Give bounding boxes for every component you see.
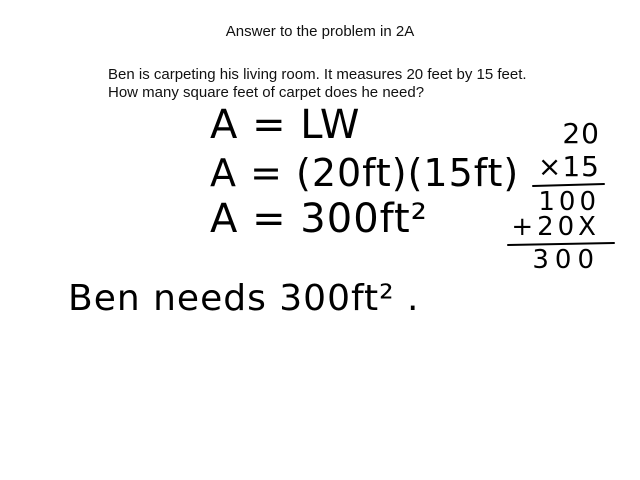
multiplication-partial-product-2: +20X bbox=[511, 212, 600, 242]
multiplication-top-number: 20 bbox=[562, 117, 600, 150]
area-result: A = 300ft² bbox=[210, 196, 428, 242]
problem-line-2: How many square feet of carpet does he need? bbox=[108, 84, 425, 101]
area-formula: A = LW bbox=[210, 102, 361, 148]
page-title: Answer to the problem in 2A bbox=[225, 23, 415, 40]
multiplication-partial-product-1: 100 bbox=[538, 187, 600, 217]
answer-sentence: Ben needs 300ft² . bbox=[68, 278, 420, 319]
multiplication-rule-line-1 bbox=[533, 184, 604, 186]
multiplication-multiplier: ×15 bbox=[537, 150, 600, 183]
area-substitution: A = (20ft)(15ft) bbox=[210, 151, 520, 195]
problem-line-1: Ben is carpeting his living room. It measures 20 feet by 15 feet. bbox=[108, 66, 527, 83]
multiplication-result: 300 bbox=[532, 245, 600, 275]
